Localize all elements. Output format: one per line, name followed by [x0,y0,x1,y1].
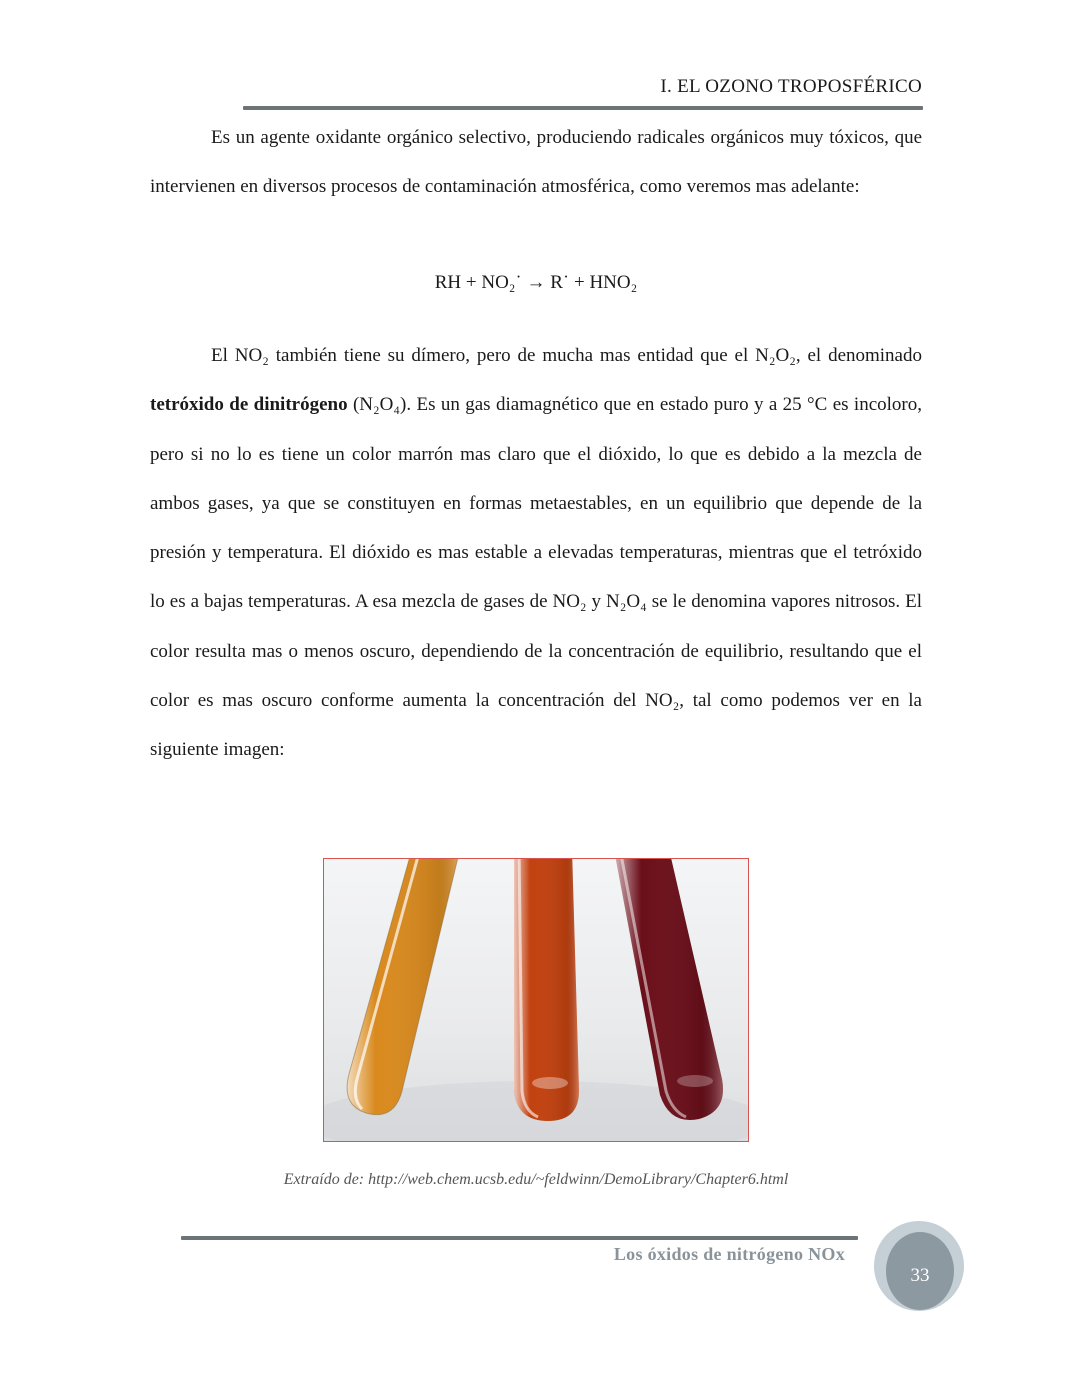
footer-title: Los óxidos de nitrógeno NOx [613,1244,845,1264]
paragraph-dimer [150,331,922,775]
header-divider [243,106,923,110]
paragraph-dimer-part2: (N₂O₄). Es un gas diamagnético que en estado puro y a 25 °C es incoloro, pero si no lo es tiene un color marrón mas claro que el dióxido, lo que es debido a la mezcla de ambos gases, ya que se constituyen en formas metaestables, en un equilibrio que depende de la presión y temperatura. El dióxido es mas estable a elevadas temperaturas, mientras que el tetróxido lo es a bajas temperaturas. A esa mezcla de gases de NO₂ y N₂O₄ se le denomina vapores nitrosos. El color resulta mas o menos oscuro, dependiendo de la concentración de equilibrio, resultando que el color es mas oscuro conforme aumenta la concentración del NO₂, tal como podemos ver en la siguiente imagen: [150,394,922,761]
paragraph-dimer-part1: El NO₂ también tiene su dímero, pero de mucha mas entidad que el N₂O₂, el denominado [211,345,922,366]
tube-2 [514,859,579,1121]
header-title: I. EL OZONO TROPOSFÉRICO [660,76,922,97]
test-tubes-photo [323,858,749,1142]
test-tubes-illustration [324,859,748,1141]
page-number-circle [886,1232,954,1310]
paragraph-intro: Es un agente oxidante orgánico selectivo, produciendo radicales orgánicos muy tóxicos, que intervienen en diversos procesos de contaminación atmosférica, como veremos mas adelante: [150,127,922,198]
footer-divider [181,1236,858,1240]
paragraph-dimer-bold-term: tetróxido de dinitrógeno [150,394,348,416]
chemical-equation: RH + NO₂˙ → R˙ + HNO₂ [434,272,638,293]
figure-caption: Extraído de: http://web.chem.ucsb.edu/~feldwinn/DemoLibrary/Chapter6.html [283,1171,789,1188]
page-number: 33 [910,1265,930,1286]
